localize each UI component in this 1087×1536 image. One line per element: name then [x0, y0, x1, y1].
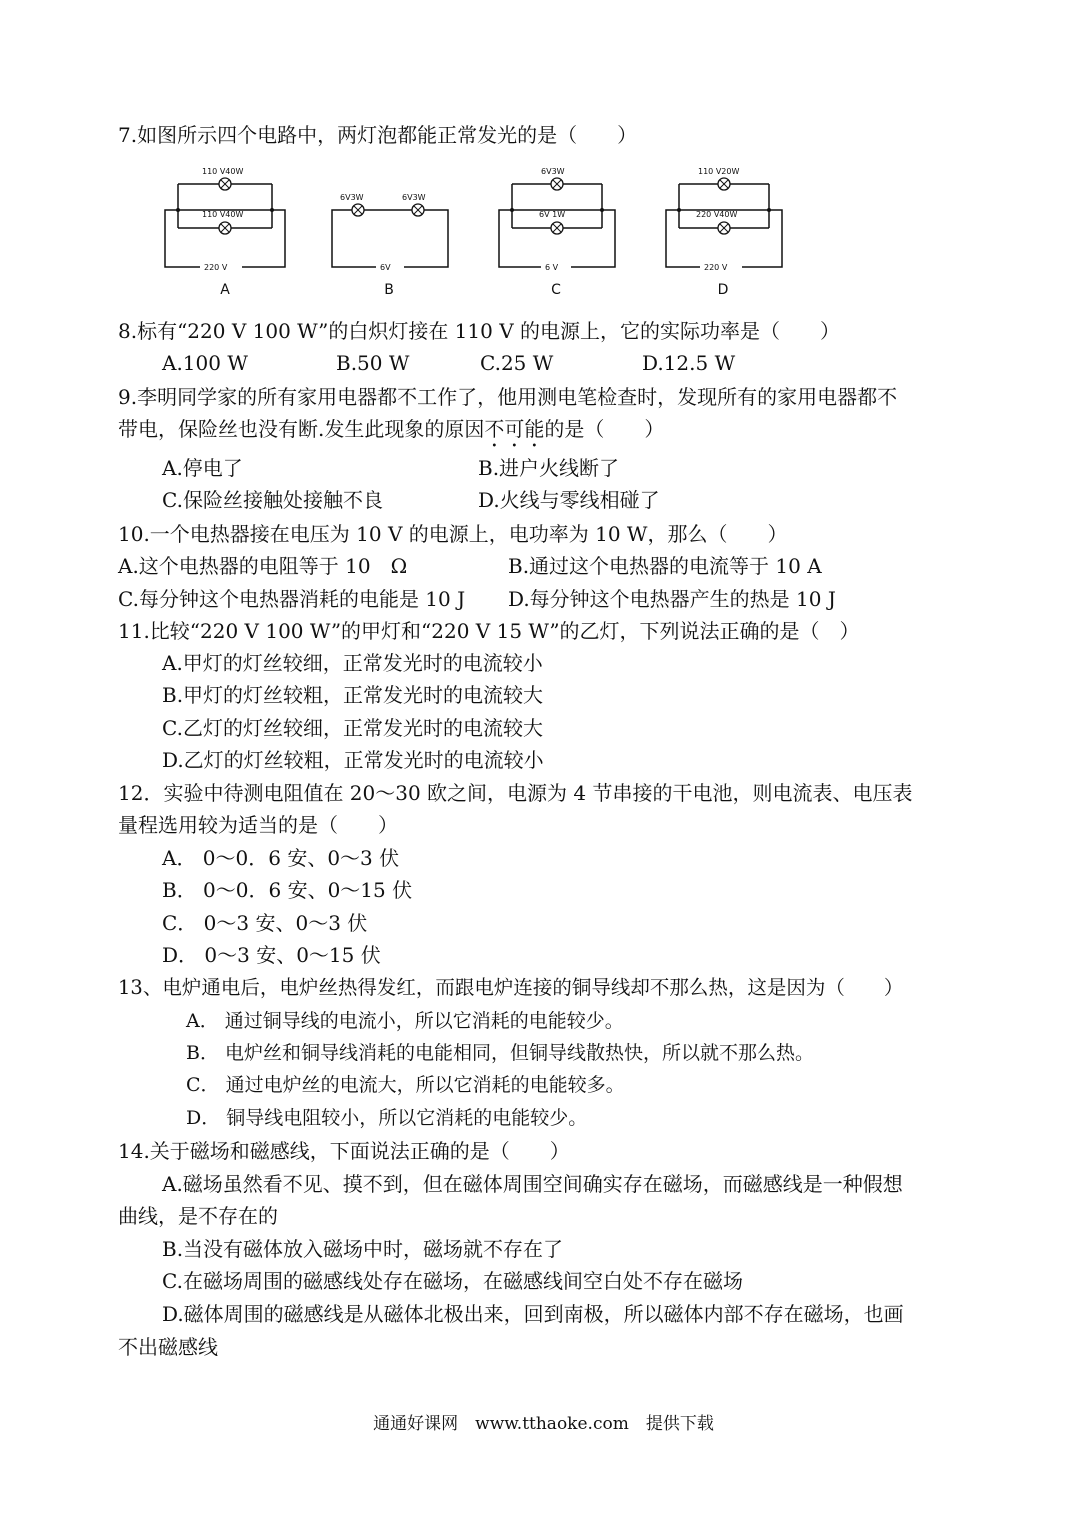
- q12-option-d: D． 0～3 安、0～15 伏: [162, 943, 381, 967]
- q13-option-c: C． 通过电炉丝的电流大，所以它消耗的电能较多。: [186, 1074, 625, 1096]
- q8-option-c: C.25 W: [480, 351, 554, 375]
- q9-stem: 9.李明同学家的所有家用电器都不工作了，他用测电笔检查时，发现所有的家用电器都不: [118, 385, 898, 409]
- q9-option-c: C.保险丝接触处接触不良: [162, 488, 383, 512]
- q9-stem-post: 的是（ ）: [544, 417, 665, 441]
- q11-option-c: C.乙灯的灯丝较细，正常发光时的电流较大: [162, 716, 543, 740]
- lamp-label-top: 110 V20W: [698, 167, 740, 176]
- lamp-icon: [219, 222, 231, 234]
- q14-option-b: B.当没有磁体放入磁场中时，磁场就不存在了: [162, 1237, 564, 1261]
- source-label: 6 V: [545, 263, 559, 272]
- lamp-label-left: 6V3W: [340, 193, 364, 202]
- q10-option-d: D.每分钟这个电热器产生的热是 10 J: [508, 587, 836, 611]
- q8-option-a: A.100 W: [162, 351, 248, 375]
- q12-option-c: C． 0～3 安、0～3 伏: [162, 911, 368, 935]
- q9-stem-continued: [118, 416, 664, 452]
- q14-option-d: D.磁体周围的磁感线是从磁体北极出来，回到南极，所以磁体内部不存在磁场，也画: [162, 1302, 904, 1326]
- q11-stem: 11.比较“220 V 100 W”的甲灯和“220 V 15 W”的乙灯，下列说法正确的是（ ）: [118, 619, 860, 643]
- lamp-label-top: 110 V40W: [202, 167, 244, 176]
- lamp-label-bottom: 220 V40W: [696, 210, 738, 219]
- q11-option-d: D.乙灯的灯丝较粗，正常发光时的电流较小: [162, 748, 544, 772]
- q9-option-b: B.进户火线断了: [478, 456, 620, 480]
- q14-option-c: C.在磁场周围的磁感线处存在磁场，在磁感线间空白处不存在磁场: [162, 1269, 743, 1293]
- circuit-label: C: [551, 282, 561, 298]
- q12-option-b: B． 0～0．6 安、0～15 伏: [162, 878, 413, 902]
- q13-option-a: A． 通过铜导线的电流小，所以它消耗的电能较少。: [186, 1010, 624, 1032]
- q10-option-b: B.通过这个电热器的电流等于 10 A: [508, 554, 822, 578]
- q10-stem: 10.一个电热器接在电压为 10 V 的电源上，电功率为 10 W，那么（ ）: [118, 522, 788, 546]
- lamp-label-bottom: 110 V40W: [202, 210, 244, 219]
- lamp-icon: [412, 204, 424, 216]
- q12-option-a: A． 0～0．6 安、0～3 伏: [162, 846, 400, 870]
- lamp-icon: [718, 178, 730, 190]
- q14-option-a: A.磁场虽然看不见、摸不到，但在磁体周围空间确实存在磁场，而磁感线是一种假想: [162, 1172, 903, 1196]
- q8-option-d: D.12.5 W: [642, 351, 736, 375]
- lamp-label-top: 6V3W: [541, 167, 565, 176]
- q13-option-b: B． 电炉丝和铜导线消耗的电能相同，但铜导线散热快，所以就不那么热。: [186, 1042, 815, 1064]
- source-label: 6V: [380, 263, 391, 272]
- q10-option-c: C.每分钟这个电热器消耗的电能是 10 J: [118, 587, 466, 611]
- q9-option-a: A.停电了: [162, 456, 243, 480]
- source-label: 220 V: [204, 263, 228, 272]
- lamp-label-right: 6V3W: [402, 193, 426, 202]
- q13-option-d: D． 铜导线电阻较小，所以它消耗的电能较少。: [186, 1107, 588, 1129]
- q11-option-a: A.甲灯的灯丝较细，正常发光时的电流较小: [162, 651, 543, 675]
- q8-option-b: B.50 W: [336, 351, 410, 375]
- q9-option-d: D.火线与零线相碰了: [478, 488, 660, 512]
- page-footer: 通通好课网 www.tthaoke.com 提供下载: [373, 1414, 714, 1434]
- lamp-icon: [551, 178, 563, 190]
- circuit-a: [160, 162, 290, 298]
- circuit-label: B: [384, 282, 394, 298]
- q13-stem: 13、电炉通电后，电炉丝热得发红，而跟电炉连接的铜导线却不那么热，这是因为（ ）: [118, 976, 904, 999]
- circuit-b: [328, 162, 453, 298]
- q7-stem: 7.如图所示四个电路中，两灯泡都能正常发光的是（ ）: [118, 123, 638, 147]
- q14-option-d-continued: 不出磁感线: [118, 1335, 218, 1359]
- q8-stem: 8.标有“220 V 100 W”的白炽灯接在 110 V 的电源上，它的实际功率是（ ）: [118, 319, 841, 343]
- lamp-label-bottom: 6V 1W: [539, 210, 566, 219]
- q11-option-b: B.甲灯的灯丝较粗，正常发光时的电流较大: [162, 683, 544, 707]
- q12-stem-continued: 量程选用较为适当的是（ ）: [118, 813, 398, 837]
- q12-stem: 12．实验中待测电阻值在 20～30 欧之间，电源为 4 节串接的干电池，则电流表、电压表: [118, 781, 913, 805]
- lamp-icon: [718, 222, 730, 234]
- circuit-label: D: [717, 282, 729, 298]
- lamp-icon: [551, 222, 563, 234]
- q9-emphasis: 不可能: [484, 417, 545, 441]
- lamp-icon: [219, 178, 231, 190]
- circuit-label: A: [220, 282, 230, 298]
- q10-option-a: A.这个电热器的电阻等于 10 Ω: [118, 554, 408, 578]
- q14-option-a-continued: 曲线，是不存在的: [118, 1204, 278, 1228]
- source-label: 220 V: [704, 263, 728, 272]
- circuit-d: [662, 162, 787, 298]
- circuit-c: [495, 162, 620, 298]
- q14-stem: 14.关于磁场和磁感线，下面说法正确的是（ ）: [118, 1139, 570, 1163]
- q9-stem-pre: 带电，保险丝也没有断.发生此现象的原因: [118, 417, 485, 441]
- lamp-icon: [352, 204, 364, 216]
